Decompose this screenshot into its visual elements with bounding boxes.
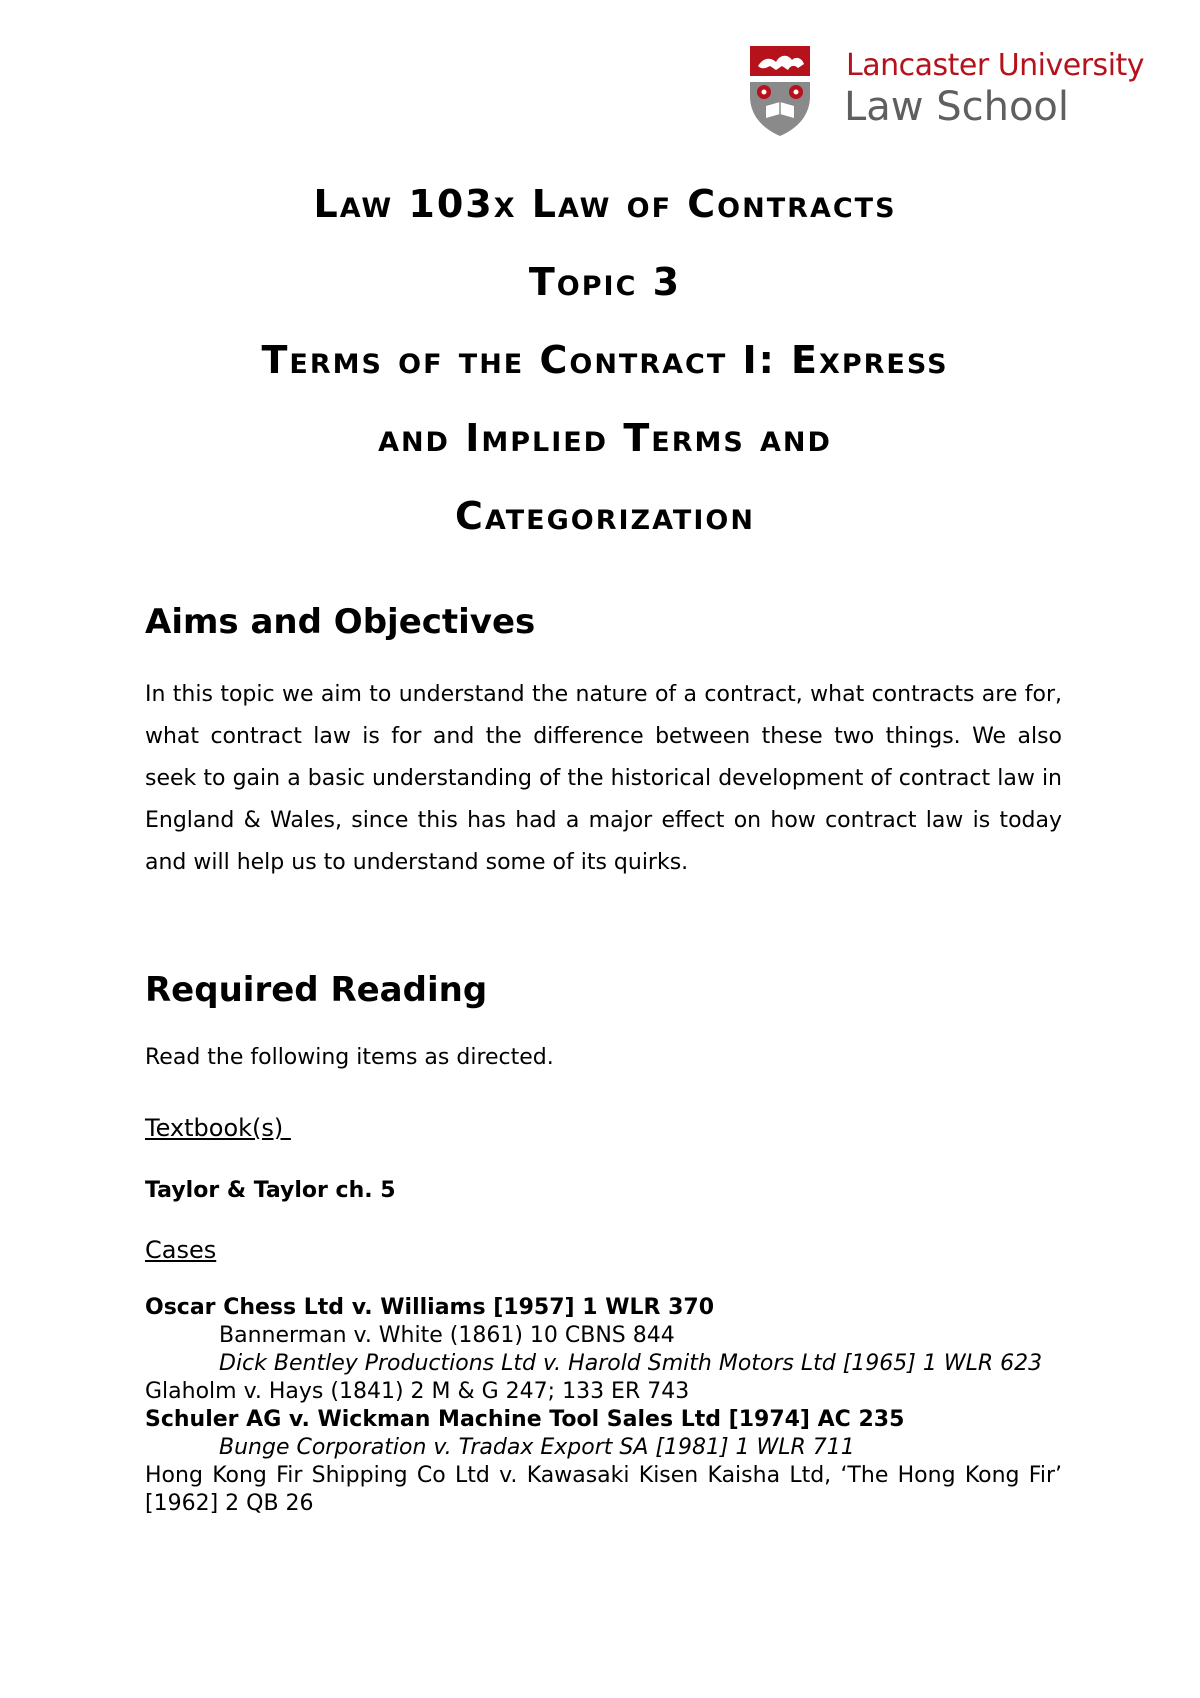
title-line-1: Law 103x Law of Contracts	[313, 182, 897, 226]
logo-university-name: Lancaster University	[846, 48, 1145, 83]
logo-school-name: Law School	[844, 84, 1070, 130]
textbooks-heading-container	[145, 1114, 1062, 1142]
case-item-oscar-chess: Oscar Chess Ltd v. Williams [1957] 1 WLR 370	[145, 1295, 715, 1320]
title-line-2: Topic 3	[528, 260, 682, 304]
cases-heading: Cases	[145, 1236, 217, 1264]
reading-section	[145, 970, 1062, 1010]
case-item-schuler: Schuler AG v. Wickman Machine Tool Sales Ltd [1974] AC 235	[145, 1407, 905, 1432]
reading-intro-container	[145, 1045, 1062, 1070]
case-list	[145, 1294, 1062, 1518]
title-line-3: Terms of the Contract I: Express	[261, 338, 949, 382]
reading-intro: Read the following items as directed.	[145, 1045, 554, 1070]
title-line-4: and Implied Terms and	[378, 416, 832, 460]
aims-section	[145, 602, 1062, 642]
document-title	[145, 178, 1065, 568]
reading-heading: Required Reading	[145, 970, 488, 1010]
case-item-hong-kong-fir: Hong Kong Fir Shipping Co Ltd v. Kawasaki Kisen Kaisha Ltd, ‘The Hong Kong Fir’ [1962] 2 QB 26	[145, 1463, 1062, 1516]
case-item-dick-bentley: Dick Bentley Productions Ltd v. Harold Smith Motors Ltd [1965] 1 WLR 623	[219, 1351, 1043, 1376]
cases-heading-container	[145, 1236, 1062, 1264]
textbook-container	[145, 1178, 1062, 1203]
case-item-bannerman: Bannerman v. White (1861) 10 CBNS 844	[219, 1323, 675, 1348]
textbooks-heading: Textbook(s)	[145, 1114, 291, 1142]
aims-heading: Aims and Objectives	[145, 602, 536, 642]
textbook-item: Taylor & Taylor ch. 5	[145, 1178, 396, 1203]
university-logo	[748, 44, 1145, 140]
aims-body-container	[145, 674, 1062, 884]
aims-body: In this topic we aim to understand the nature of a contract, what contracts are for, what contract law is for and the difference between these two things. We also seek to gain a basic understanding of the historical development of contract law in England & Wales, since this has had a major effect on how contract law is today and will help us to understand some of its quirks.	[145, 682, 1062, 875]
university-crest-icon	[748, 44, 812, 138]
title-line-5: Categorization	[455, 494, 755, 538]
case-item-bunge: Bunge Corporation v. Tradax Export SA [1981] 1 WLR 711	[219, 1435, 855, 1460]
case-item-glaholm: Glaholm v. Hays (1841) 2 M & G 247; 133 ER 743	[145, 1379, 690, 1404]
